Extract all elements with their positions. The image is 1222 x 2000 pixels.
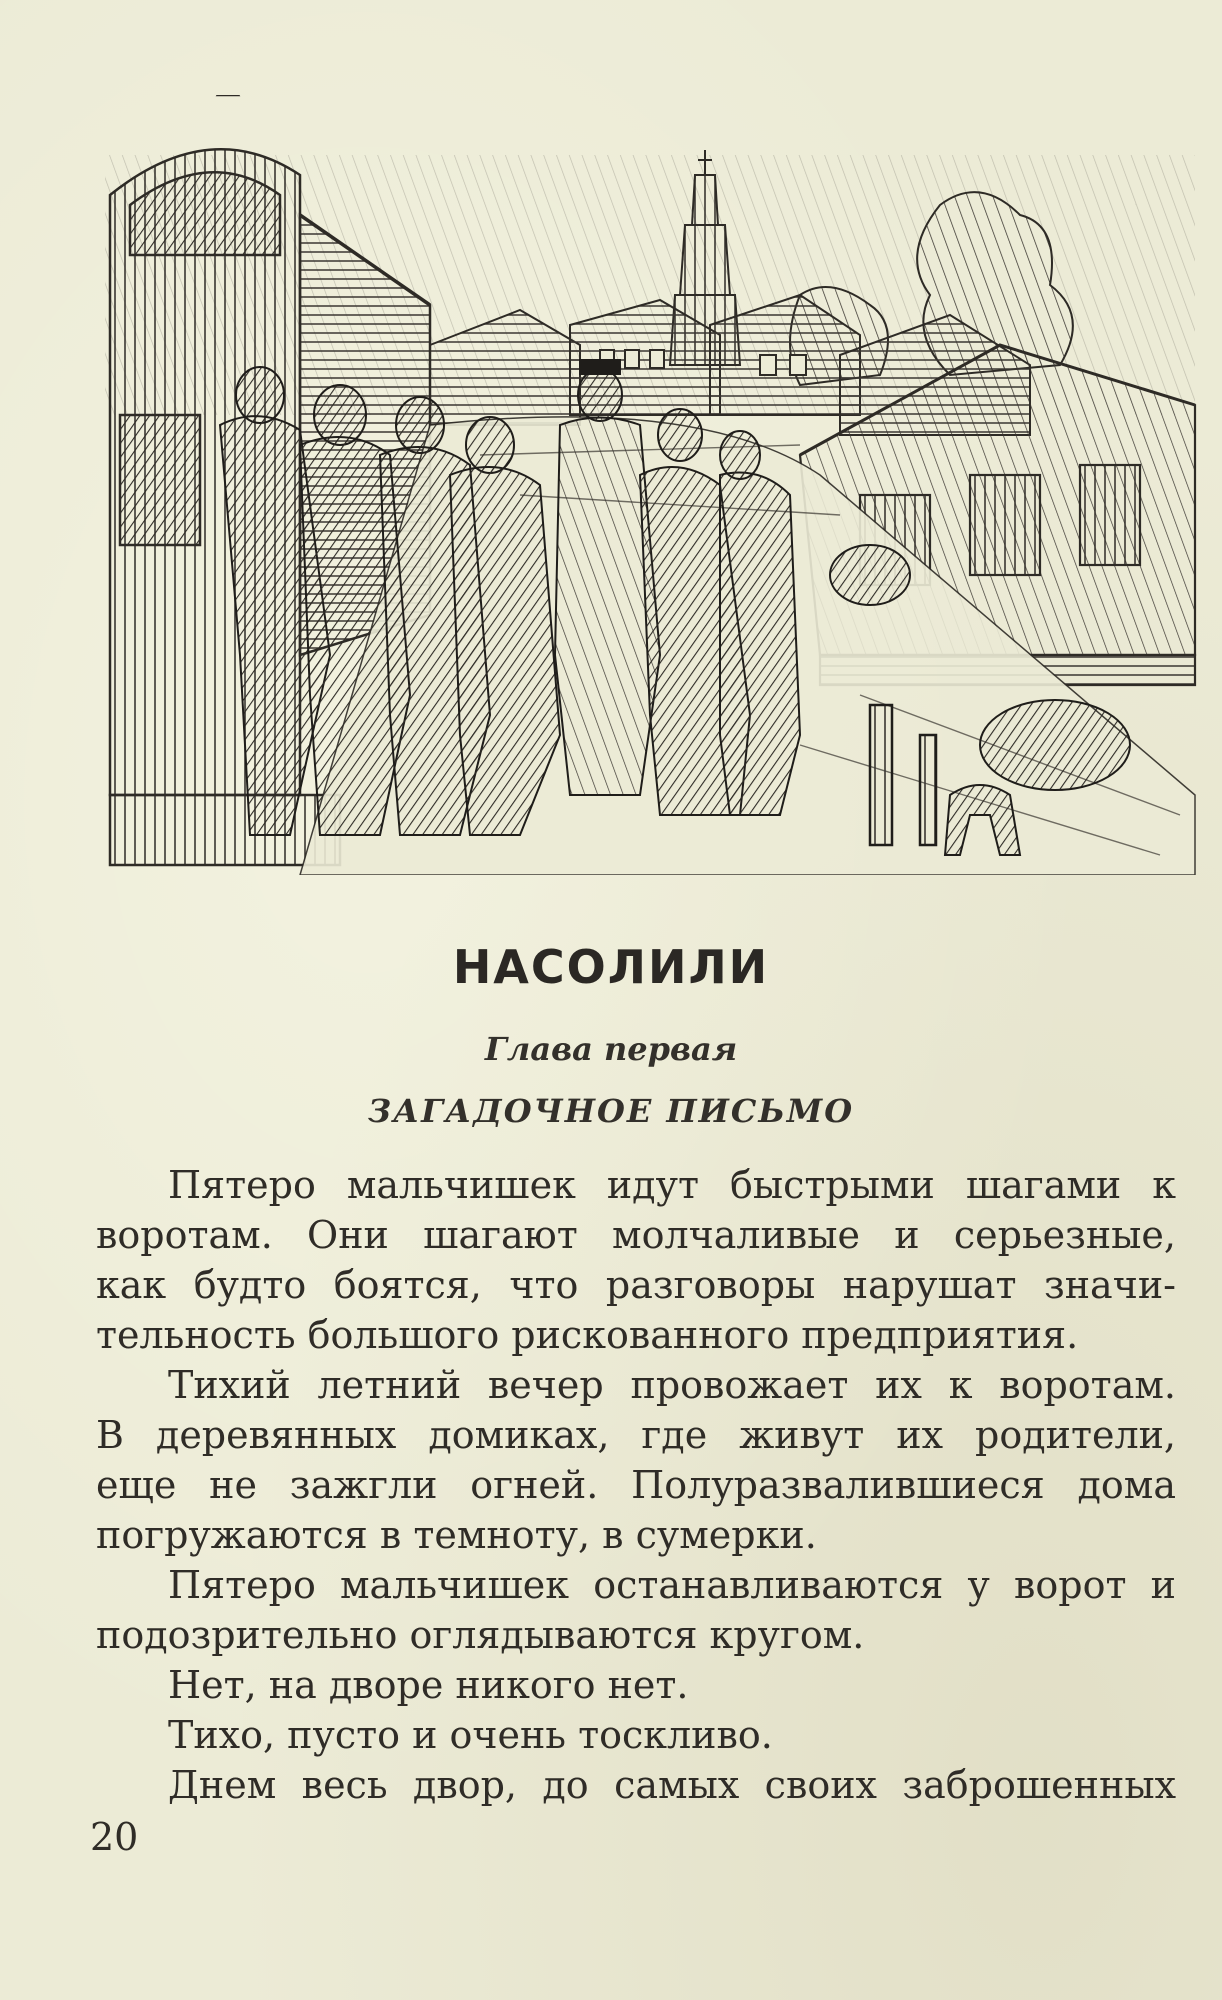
text-line: Пятеро мальчишек останавливаются у ворот и xyxy=(168,1563,1176,1607)
chapter-heading: Глава первая xyxy=(484,1030,738,1068)
text-line: Днем весь двор, до самых своих заброшенных xyxy=(168,1763,1176,1807)
text-line: Пятеро мальчишек идут быстрыми шагами к xyxy=(168,1163,1176,1207)
text-line: тельность большого рискованного предприятия. xyxy=(96,1313,1079,1357)
text-line: В деревянных домиках, где живут их родители, xyxy=(96,1413,1176,1457)
body-text xyxy=(96,1160,1176,1810)
story-title: НАСОЛИЛИ xyxy=(452,940,770,994)
text-line: еще не зажгли огней. Полуразвалившиеся дома xyxy=(96,1463,1176,1507)
text-line: Нет, на дворе никого нет. xyxy=(168,1663,689,1707)
text-line: Тихо, пусто и очень тоскливо. xyxy=(168,1713,773,1757)
text-line: воротам. Они шагают молчаливые и серьезные, xyxy=(96,1213,1176,1257)
page-number: 20 xyxy=(90,1815,139,1859)
text-line: как будто боятся, что разговоры нарушат значи- xyxy=(96,1263,1176,1307)
text-line: подозрительно оглядываются кругом. xyxy=(96,1613,865,1657)
chapter-subtitle: ЗАГАДОЧНОЕ ПИСЬМО xyxy=(367,1092,855,1130)
street-scene-illustration xyxy=(100,95,1200,875)
text-line: погружаются в темноту, в сумерки. xyxy=(96,1513,817,1557)
text-line: Тихий летний вечер провожает их к воротам. xyxy=(168,1363,1176,1407)
